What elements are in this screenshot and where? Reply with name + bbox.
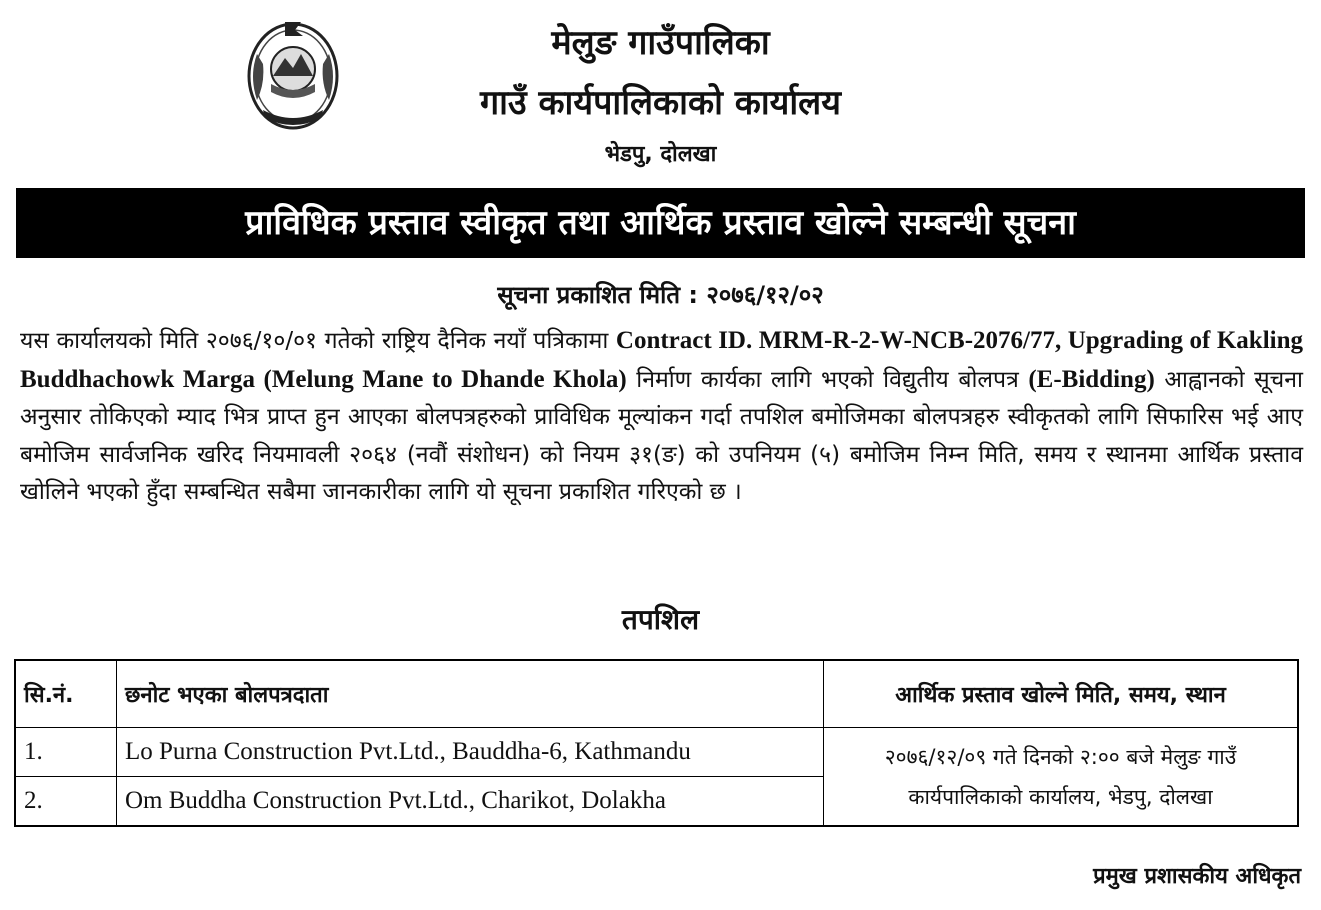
- body-text-part3: आह्वानको सूचना अनुसार तोकिएको म्याद भित्र प्राप्त हुन आएका बोलपत्रहरुको प्राविधिक मूल्यांकन गर्दा तपशिल बमोजिमका बोलपत्रहरु स्वीकृतको लागि सिफारिस भई आए बमोजिम सार्वजनिक खरिद नियमावली २०६४ (नवौं संशोधन) को नियम ३१(ङ) को उपनियम (५) बमोजिम निम्न मिति, समय र स्थानमा आर्थिक प्रस्ताव खोलिने भएको हुँदा सम्बन्धित सबैमा जानकारीका लागि यो सूचना प्रकाशित गरिएको छ ।: [20, 366, 1303, 505]
- row-serial-no: 2.: [15, 777, 117, 827]
- notice-body: [20, 322, 1303, 512]
- body-text-part1: यस कार्यालयको मिति २०७६/१०/०१ गतेको राष्ट्रिय दैनिक नयाँ पत्रिकामा: [20, 328, 616, 354]
- schedule-heading: तपशिल: [621, 603, 700, 636]
- signatory-title: प्रमुख प्रशासकीय अधिकृत: [1093, 864, 1301, 889]
- row-bidder-name: Om Buddha Construction Pvt.Ltd., Charikot, Dolakha: [117, 777, 824, 827]
- header-serial-no: सि.नं.: [15, 660, 117, 728]
- header-opening-details: आर्थिक प्रस्ताव खोल्ने मिति, समय, स्थान: [824, 660, 1299, 728]
- row-serial-no: 1.: [15, 728, 117, 777]
- published-date: सूचना प्रकाशित मिति : २०७६/१२/०२: [497, 281, 824, 309]
- office-name: गाउँ कार्यपालिकाको कार्यालय: [480, 83, 841, 123]
- bidders-table: [14, 659, 1299, 827]
- table-row: [15, 728, 1298, 777]
- e-bidding-label: (E-Bidding): [1028, 365, 1155, 393]
- body-text-part2: निर्माण कार्यका लागि भएको विद्युतीय बोलपत्र: [626, 366, 1029, 393]
- header-selected-bidders: छनोट भएका बोलपत्रदाता: [117, 660, 824, 728]
- table-header-row: [15, 660, 1298, 728]
- opening-info: २०७६/१२/०९ गते दिनको २:०० बजे मेलुङ गाउँ कार्यपालिकाको कार्यालय, भेडपु, दोलखा: [824, 728, 1299, 827]
- organization-name: मेलुङ गाउँपालिका: [551, 23, 770, 63]
- contract-title: Contract ID. MRM-R-2-W-NCB-2076/77, Upgrading of Kakling Buddhachowk Marga (Melung Mane to Dhande Khola): [20, 327, 1303, 393]
- row-bidder-name: Lo Purna Construction Pvt.Ltd., Bauddha-6, Kathmandu: [117, 728, 824, 777]
- office-address: भेडपु, दोलखा: [604, 142, 717, 167]
- notice-title-banner: प्राविधिक प्रस्ताव स्वीकृत तथा आर्थिक प्रस्ताव खोल्ने सम्बन्धी सूचना: [16, 188, 1305, 258]
